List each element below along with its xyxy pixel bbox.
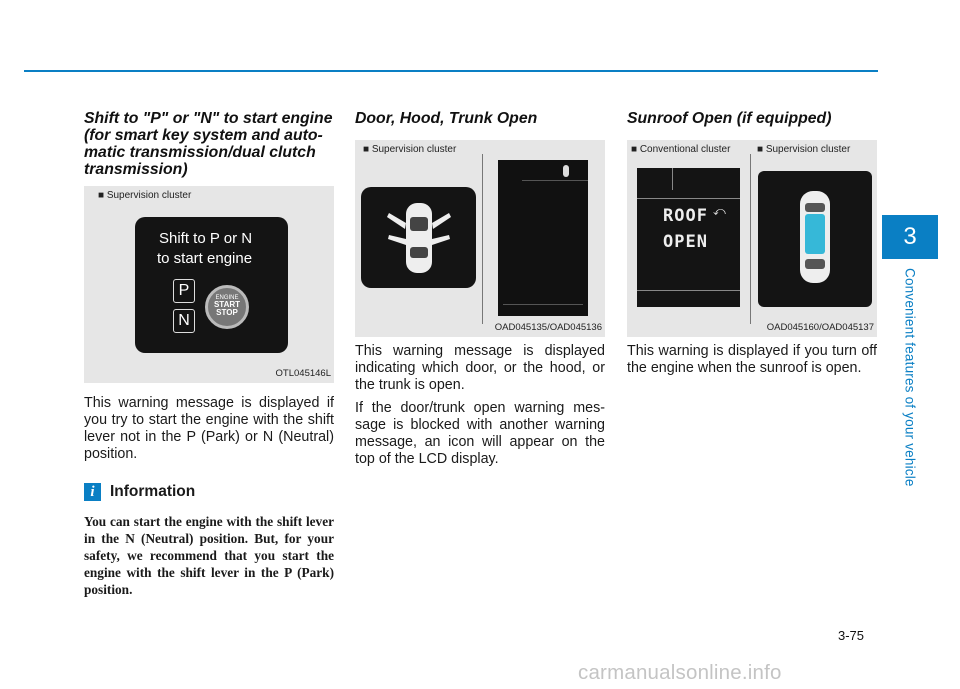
figure-caption-conventional: ■ Conventional cluster: [631, 144, 731, 155]
lcd-open-text: OPEN: [663, 232, 708, 252]
section-sunroof-open: [627, 110, 877, 377]
figure-code: OAD045135/OAD045136: [494, 322, 602, 333]
figure-caption: ■ Supervision cluster: [98, 190, 192, 201]
chapter-title: [900, 268, 920, 498]
figure-code: OTL045146L: [275, 368, 331, 379]
chapter-title-text: Convenient features of your vehicle: [902, 268, 918, 487]
page-number: 3-75: [838, 628, 865, 643]
section-door-hood-trunk: [355, 110, 605, 468]
lcd-display-panel: [498, 160, 588, 316]
lcd-line-h: [637, 198, 740, 199]
watermark: carmanualsonline.info: [578, 661, 782, 684]
supervision-sunroof-screen: [758, 171, 872, 307]
door-warning-icon: [563, 165, 569, 177]
info-icon: i: [84, 483, 101, 501]
section-heading: Shift to "P" or "N" to start engine (for smart key system and auto-matic transmission/dual clutch transmission): [84, 110, 333, 178]
sunroof-arrow-icon: ⤺: [713, 204, 726, 218]
gear-n-indicator: N: [173, 309, 195, 333]
btn-engine-label: ENGINE: [215, 295, 239, 301]
door-open-screen: [361, 187, 476, 288]
information-header: [84, 483, 334, 501]
body-text: This warning message is displayed if you try to start the engine with the shift lever not in the P (Park) or N (Neutral) position.: [84, 395, 334, 462]
figure-sunroof-open: [627, 140, 877, 337]
car-sunroof-icon: [758, 171, 872, 307]
body-text-2: If the door/trunk open warning mes-sage is blocked with another warning message, an icon will appear on the top of the LCD display.: [355, 400, 605, 467]
figure-divider: [750, 154, 751, 324]
figure-code: OAD045160/OAD045137: [766, 322, 874, 333]
figure-caption-supervision: ■ Supervision cluster: [757, 144, 851, 155]
btn-start-label: START: [213, 300, 241, 309]
information-text: You can start the engine with the shift lever in the N (Neutral) position. But, for your safety, we recommend that you start the engine with the shift lever in the P (Park) position.: [84, 514, 334, 597]
conventional-lcd: [637, 168, 740, 307]
figure-caption: ■ Supervision cluster: [363, 144, 457, 155]
chapter-tab: [882, 215, 938, 259]
gear-p-indicator: P: [173, 279, 195, 303]
display-line-1: Shift to P or N: [159, 230, 253, 247]
section-heading: Door, Hood, Trunk Open: [355, 110, 538, 127]
information-label: Information: [110, 483, 196, 500]
car-doors-open-icon: [361, 187, 476, 288]
lcd-separator-bottom: [503, 304, 583, 305]
body-text: This warning is displayed if you turn off the engine when the sunroof is open.: [627, 343, 877, 376]
figure-divider: [482, 154, 483, 324]
figure-door-open: [355, 140, 605, 337]
body-text-1: This warning message is displayed indicating which door, or the hood, or the trunk is open.: [355, 343, 605, 393]
chapter-number: 3: [903, 223, 917, 250]
header-rule: [24, 70, 878, 72]
lcd-separator-top: [522, 180, 588, 181]
start-stop-button-icon: [205, 285, 249, 329]
figure-shift-warning: [84, 186, 334, 383]
display-line-2: to start engine: [157, 250, 253, 267]
lcd-line-v: [672, 168, 673, 190]
lcd-roof-text: ROOF: [663, 206, 708, 226]
lcd-line-bottom: [637, 290, 740, 291]
cluster-screen: [135, 217, 288, 353]
section-heading: Sunroof Open (if equipped): [627, 110, 832, 127]
section-shift-to-p-or-n: [84, 110, 334, 598]
btn-stop-label: STOP: [216, 308, 238, 317]
